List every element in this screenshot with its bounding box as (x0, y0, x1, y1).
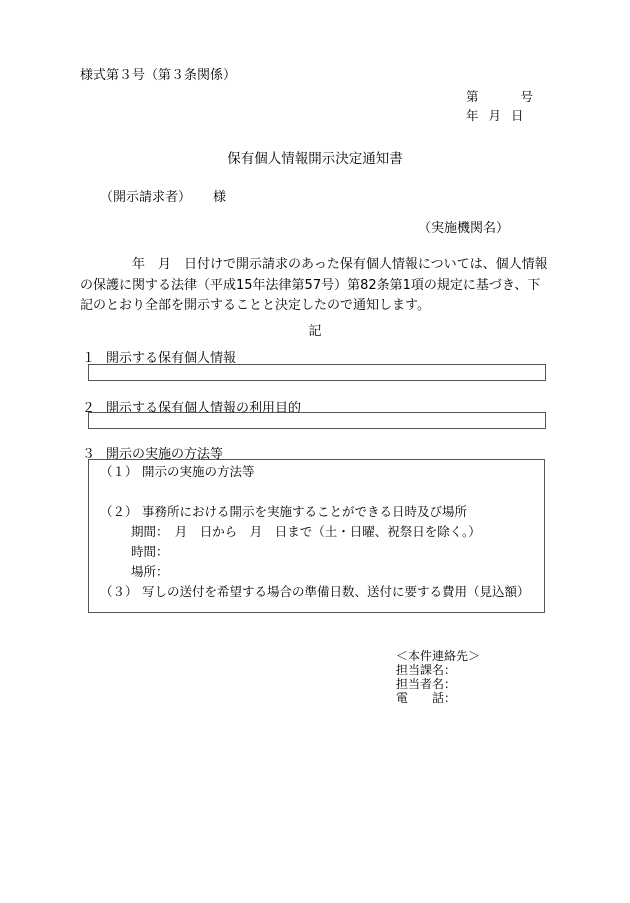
method-item-2 (100, 502, 467, 520)
section-3-number: ３ (82, 447, 96, 462)
form-label: 様式第３号（第３条関係） (80, 68, 237, 83)
method-place: 場所： (131, 564, 169, 579)
contact-heading: ＜本件連絡先＞ (396, 649, 481, 663)
method-item-1 (100, 462, 255, 480)
method-item-1-number: （１） (100, 464, 138, 479)
method-period: 期間： 月 日から 月 日まで（土・日曜、祝祭日を除く。） (131, 524, 481, 539)
method-time: 時間： (131, 544, 169, 559)
doc-number-suffix: 号 (520, 89, 534, 104)
section-3-label: 開示の実施の方法等 (106, 447, 224, 462)
agency-name: （実施機関名） (418, 221, 510, 236)
section-2-label: 開示する保有個人情報の利用目的 (106, 401, 302, 416)
recipient (100, 186, 226, 205)
date-day: 日 (511, 108, 524, 123)
ki-heading: 記 (308, 324, 322, 339)
method-item-2-label: 事務所における開示を実施することができる日時及び場所 (142, 504, 468, 519)
method-item-3-label: 写しの送付を希望する場合の準備日数、送付に要する費用（見込額） (142, 584, 530, 599)
date-month: 月 (488, 108, 502, 123)
recipient-honorific: 様 (213, 190, 227, 205)
section-1-number: １ (82, 351, 96, 366)
document-number (466, 87, 533, 105)
method-item-1-label: 開示の実施の方法等 (142, 464, 255, 479)
section-2-box (88, 412, 546, 429)
body-text: 年 月 日付けで開示請求のあった保有個人情報については、個人情報の保護に関する法律（平成15年法律第57号）第82条第1項の規定に基づき、下記のとおり全部を開示することと決定したので通知します。 (80, 257, 548, 313)
section-1-label: 開示する保有個人情報 (106, 351, 237, 366)
method-item-3-number: （３） (100, 584, 138, 599)
contact-section: 担当課名： (396, 663, 457, 677)
method-item-3 (100, 582, 530, 600)
document-date (466, 106, 524, 124)
recipient-label: （開示請求者） (100, 190, 192, 205)
date-year: 年 (466, 108, 479, 123)
method-item-2-number: （２） (100, 504, 138, 519)
section-1-box (88, 364, 546, 381)
contact-person: 担当者名： (396, 677, 457, 691)
doc-number-prefix: 第 (466, 89, 479, 104)
contact-phone: 電 話： (396, 691, 457, 705)
document-title: 保有個人情報開示決定通知書 (227, 151, 403, 167)
section-2-number: ２ (82, 401, 96, 416)
